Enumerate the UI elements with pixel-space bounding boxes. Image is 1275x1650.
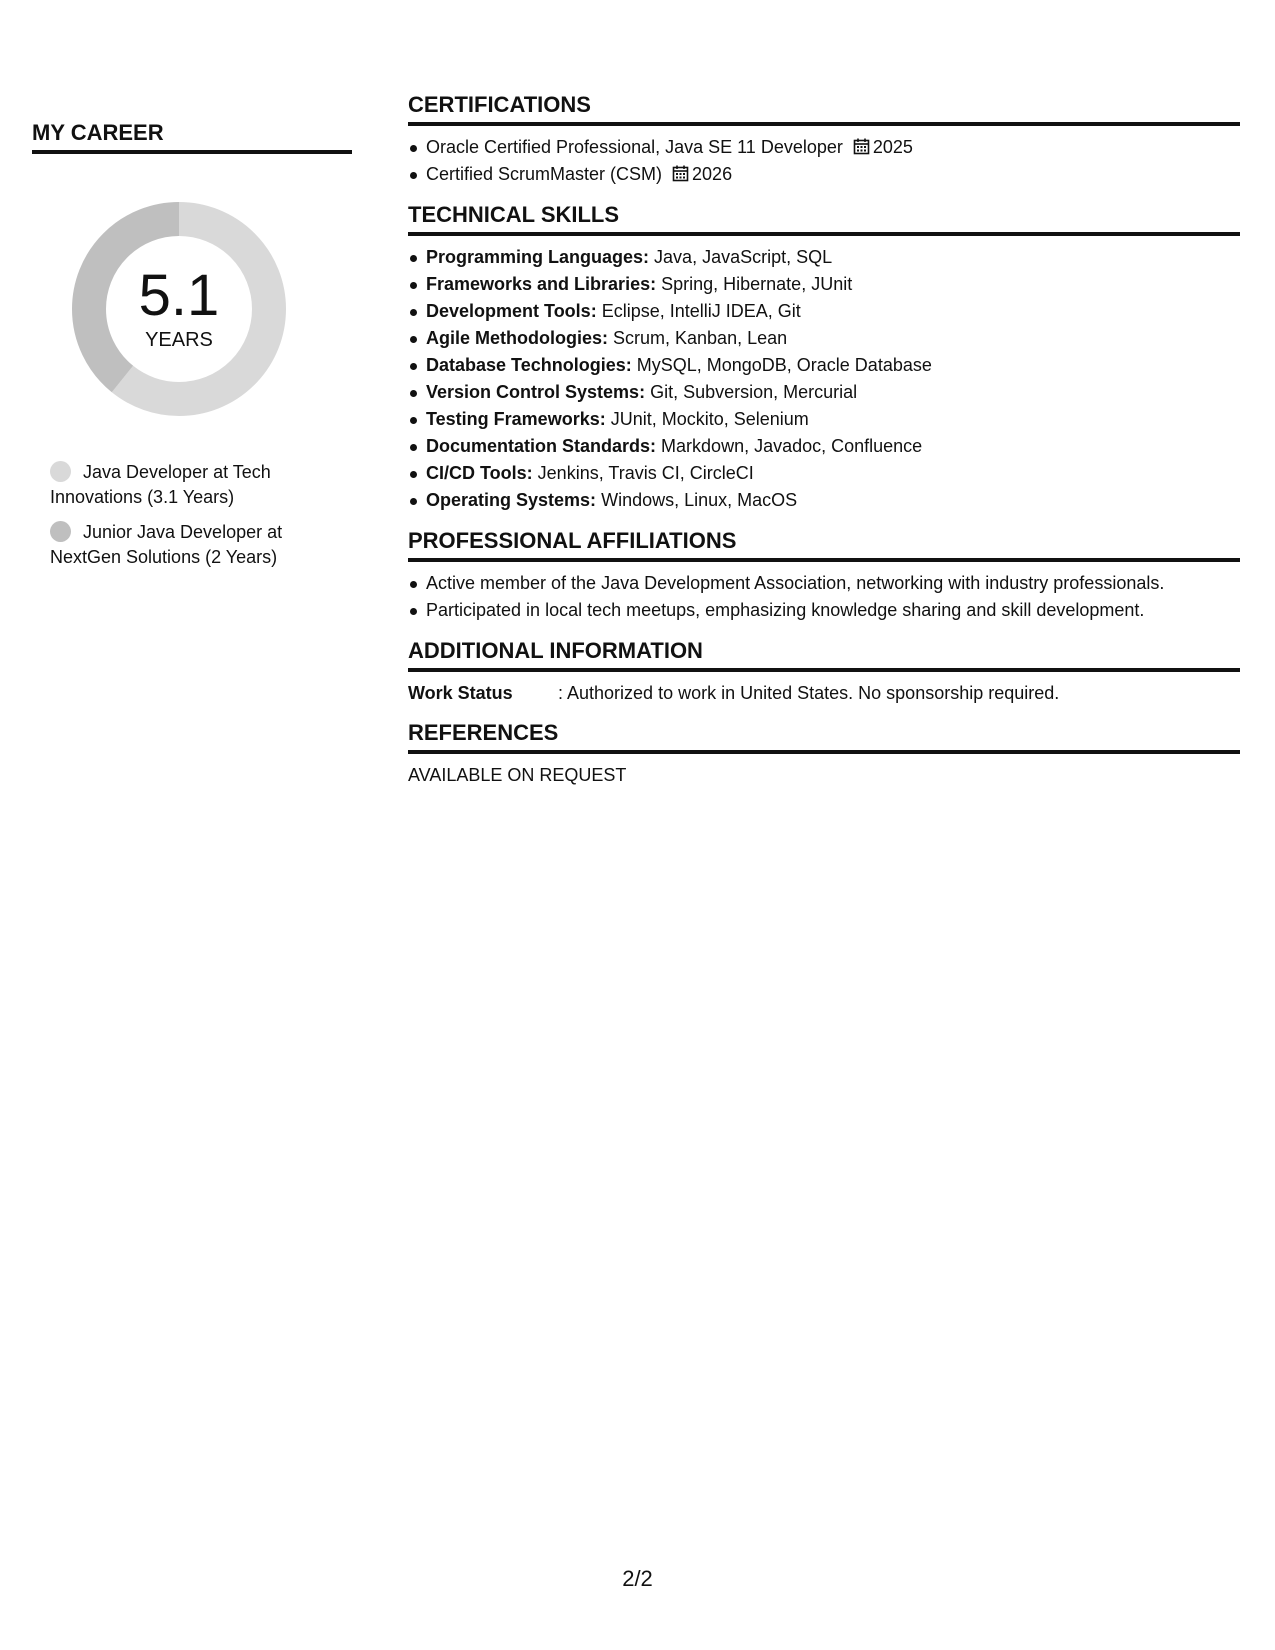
skill-term: Version Control Systems: <box>426 382 646 402</box>
additional-info-heading: ADDITIONAL INFORMATION <box>408 638 1240 672</box>
certification-item <box>426 161 1240 188</box>
skills-list <box>408 244 1240 514</box>
skill-term: Programming Languages: <box>426 247 650 267</box>
skills-heading: TECHNICAL SKILLS <box>408 202 1240 236</box>
skill-value: Java, JavaScript, SQL <box>654 247 833 267</box>
skill-value: Eclipse, IntelliJ IDEA, Git <box>601 301 801 321</box>
skill-term: Frameworks and Libraries: <box>426 274 657 294</box>
legend-dot-icon <box>50 521 71 542</box>
certification-name: Oracle Certified Professional, Java SE 11 Developer <box>426 137 843 157</box>
certifications-heading: CERTIFICATIONS <box>408 92 1240 126</box>
page-number: 2/2 <box>622 1566 653 1591</box>
skill-value: Spring, Hibernate, JUnit <box>661 274 853 294</box>
skill-item <box>426 460 1240 487</box>
legend-dot-icon <box>50 461 71 482</box>
career-heading: MY CAREER <box>32 120 352 154</box>
skill-item <box>426 406 1240 433</box>
affiliation-item: Participated in local tech meetups, emphasizing knowledge sharing and skill development. <box>426 597 1240 624</box>
skill-item <box>426 298 1240 325</box>
skill-term: CI/CD Tools: <box>426 463 533 483</box>
certification-year: 2026 <box>692 164 733 184</box>
skill-item <box>426 325 1240 352</box>
skill-term: Documentation Standards: <box>426 436 657 456</box>
skill-value: Jenkins, Travis CI, CircleCI <box>537 463 754 483</box>
skill-value: Windows, Linux, MacOS <box>601 490 798 510</box>
skill-item <box>426 433 1240 460</box>
skill-value: Git, Subversion, Mercurial <box>650 382 858 402</box>
skill-item <box>426 271 1240 298</box>
skill-item <box>426 487 1240 514</box>
affiliations-heading: PROFESSIONAL AFFILIATIONS <box>408 528 1240 562</box>
skill-term: Development Tools: <box>426 301 597 321</box>
skill-value: MySQL, MongoDB, Oracle Database <box>636 355 932 375</box>
career-legend <box>32 460 352 570</box>
legend-item <box>50 460 352 510</box>
calendar-icon <box>672 165 689 182</box>
affiliation-item: Active member of the Java Development Association, networking with industry professionals. <box>426 570 1240 597</box>
total-years-value: 5.1 <box>138 263 220 328</box>
skill-item <box>426 244 1240 271</box>
affiliations-list <box>408 570 1240 624</box>
career-column <box>32 120 352 580</box>
total-years-unit: YEARS <box>145 329 213 351</box>
work-status-label: Work Status <box>408 683 513 703</box>
main-column <box>408 92 1240 788</box>
work-status-value: : Authorized to work in United States. No sponsorship required. <box>558 683 1060 703</box>
skill-item <box>426 379 1240 406</box>
skill-value: Scrum, Kanban, Lean <box>613 328 788 348</box>
work-status-row <box>408 680 1240 706</box>
donut-center <box>64 194 294 424</box>
certification-item <box>426 134 1240 161</box>
skill-term: Operating Systems: <box>426 490 597 510</box>
certification-name: Certified ScrumMaster (CSM) <box>426 164 663 184</box>
certifications-list <box>408 134 1240 188</box>
calendar-icon <box>853 138 870 155</box>
skill-value: JUnit, Mockito, Selenium <box>610 409 809 429</box>
skill-term: Database Technologies: <box>426 355 632 375</box>
certification-year: 2025 <box>872 137 913 157</box>
legend-item <box>50 520 352 570</box>
legend-label: Junior Java Developer at NextGen Solutions (2 Years) <box>50 522 283 567</box>
references-text: AVAILABLE ON REQUEST <box>408 765 627 785</box>
career-donut-chart <box>64 194 294 424</box>
skill-value: Markdown, Javadoc, Confluence <box>661 436 923 456</box>
skill-term: Agile Methodologies: <box>426 328 608 348</box>
skill-term: Testing Frameworks: <box>426 409 606 429</box>
legend-label: Java Developer at Tech Innovations (3.1 Years) <box>50 462 271 507</box>
skill-item <box>426 352 1240 379</box>
references-heading: REFERENCES <box>408 720 1240 754</box>
